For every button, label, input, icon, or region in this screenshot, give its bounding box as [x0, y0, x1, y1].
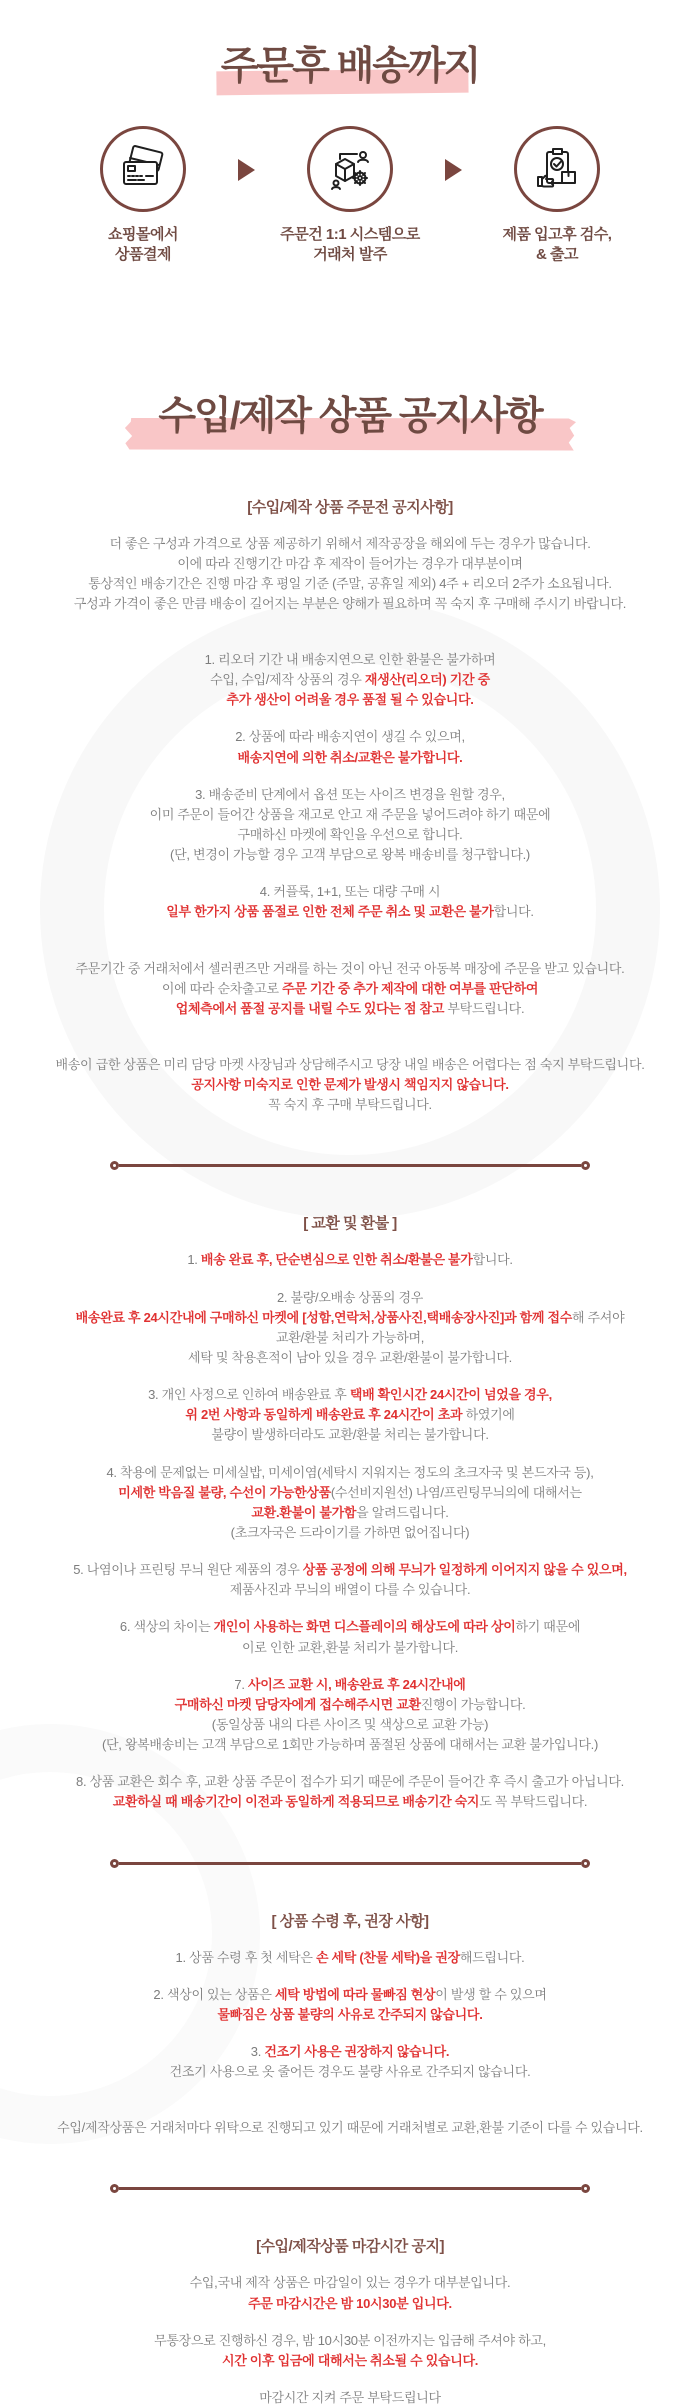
notice-block	[0, 2273, 700, 2313]
notice-text: 4. 착용에 문제없는 미세실밥, 미세이염(세탁시 지워지는 정도의 초크자국 및 본드자국 등),	[106, 1465, 593, 1480]
section-divider	[110, 1161, 590, 1170]
notice-text: (단, 왕복배송비는 고객 부담으로 1회만 가능하며 품절된 상품에 대해서는 교환 불가입니다.)	[102, 1737, 598, 1752]
section-heading-pre-order: [수입/제작 상품 주문전 공지사항]	[0, 496, 700, 517]
step-label-line: 상품결제	[115, 246, 171, 263]
notice-block	[0, 882, 700, 922]
step-label-line: 쇼핑몰에서	[108, 226, 178, 243]
notice-text: 5. 나염이나 프린팅 무늬 원단 제품의 경우	[73, 1562, 303, 1577]
notice-text: 꼭 숙지 후 구매 부탁드립니다.	[268, 1097, 432, 1112]
notice-block	[0, 650, 700, 710]
notice-text: 통상적인 배송기간은 진행 마감 후 평일 기준 (주말, 공휴일 제외) 4주 + 리오더 2주가 소요됩니다.	[88, 576, 612, 591]
step-payment	[50, 126, 236, 266]
step-label	[503, 225, 612, 266]
notice-text: 이로 인한 교환,환불 처리가 불가합니다.	[242, 1640, 458, 1655]
notice-block	[0, 1985, 700, 2025]
section-heading-after-receipt: [ 상품 수령 후, 권장 사항]	[0, 1910, 700, 1931]
notice-block	[0, 1560, 700, 1600]
step-label-line: 주문건 1:1 시스템으로	[280, 226, 419, 243]
notice-text: 합니다.	[473, 1252, 513, 1267]
step-circle	[514, 126, 600, 212]
notice-block	[0, 1463, 700, 1544]
notice-block	[0, 2388, 700, 2408]
notice-text: 2. 불량/오배송 상품의 경우	[277, 1290, 423, 1305]
notice-text: 이미 주문이 들어간 상품을 재고로 안고 재 주문을 넣어드려야 하기 때문에	[150, 807, 551, 822]
notice-block	[0, 727, 700, 767]
notice-text: 1. 리오더 기간 내 배송지연으로 인한 환불은 불가하며	[205, 652, 496, 667]
notice-text: 해드립니다.	[460, 1950, 525, 1965]
notice-block	[0, 1948, 700, 1968]
divider-line	[119, 1164, 581, 1167]
step-inspection-shipping	[464, 126, 650, 266]
notice-text-red: 주문 기간 중 추가 제작에 대한 여부를 판단하여	[282, 981, 538, 996]
notice-text-red: 위 2번 사항과 동일하게 배송완료 후 24시간이 초과	[185, 1407, 465, 1422]
divider-dot	[110, 1161, 119, 1170]
notice-text: 2. 상품에 따라 배송지연이 생길 수 있으며,	[235, 729, 465, 744]
notice-block	[0, 785, 700, 866]
step-label-line: 거래처 발주	[313, 246, 387, 263]
notice-text: 부탁드립니다.	[447, 1001, 524, 1016]
notice-text: 2. 색상이 있는 상품은	[153, 1987, 275, 2002]
notice-text: 마감시간 지켜 주문 부탁드립니다	[259, 2390, 441, 2405]
order-system-icon	[326, 145, 374, 193]
notice-text-red: 배송지연에 의한 취소/교환은 불가합니다.	[238, 750, 463, 765]
notice-text: (단, 변경이 가능할 경우 고객 부담으로 왕복 배송비를 청구합니다.)	[170, 847, 530, 862]
divider-line	[119, 2187, 581, 2190]
notice-text: 수입,국내 제작 상품은 마감일이 있는 경우가 대부분입니다.	[190, 2275, 511, 2290]
notice-block	[0, 959, 700, 1019]
notice-text-red: 주문 마감시간은 밤 10시30분 입니다.	[248, 2296, 452, 2311]
step-circle	[100, 126, 186, 212]
notice-text: 제품사진과 무늬의 배열이 다를 수 있습니다.	[230, 1582, 471, 1597]
notice-text: 이 발생 할 수 있으며	[435, 1987, 546, 2002]
inspect-ship-icon	[533, 145, 581, 193]
notice-block	[0, 1772, 700, 1812]
notice-text-red: 배송 완료 후, 단순변심으로 인한 취소/환불은 불가	[201, 1252, 473, 1267]
notice-block	[0, 1250, 700, 1270]
notice-text: 이에 따라 순차출고로	[162, 981, 282, 996]
notice-text-red: 재생산(리오더) 기간 중	[365, 672, 490, 687]
notice-text-red: 건조기 사용은 권장하지 않습니다.	[264, 2044, 449, 2059]
notice-text-red: 교환하실 때 배송기간이 이전과 동일하게 적용되므로 배송기간 숙지	[113, 1794, 479, 1809]
notice-sections	[0, 496, 700, 2408]
notice-text: 1.	[187, 1252, 201, 1267]
step-label	[108, 225, 178, 266]
notice-block	[0, 2118, 700, 2138]
notice-text: (초크자국은 드라이기를 가하면 없어집니다)	[231, 1525, 470, 1540]
notice-page	[0, 44, 700, 2408]
divider-dot	[110, 1859, 119, 1868]
notice-text: 주문기간 중 거래처에서 셀러퀸즈만 거래를 하는 것이 아닌 전국 아동복 매장에 주문을 받고 있습니다.	[76, 961, 625, 976]
notice-text-red: 일부 한가지 상품 품절로 인한 전체 주문 취소 및 교환은 불가	[166, 904, 493, 919]
notice-text: 구성과 가격이 좋은 만큼 배송이 길어지는 부분은 양해가 필요하며 꼭 숙지 후 구매해 주시기 바랍니다.	[74, 596, 626, 611]
notice-text: 을 알려드립니다.	[356, 1505, 448, 1520]
page-title: 주문후 배송까지	[0, 44, 700, 91]
section-divider	[110, 1859, 590, 1868]
notice-title-wrap	[0, 394, 700, 454]
section-heading-exchange-refund: [ 교환 및 환불 ]	[0, 1212, 700, 1233]
notice-text-red: 배송완료 후 24시간내에 구매하신 마켓에 [성함,연락처,상품사진,택배송장사진]과 함께 접수	[76, 1310, 572, 1325]
notice-text-red: 미세한 박음질 불량, 수선이 가능한상품	[118, 1485, 331, 1500]
notice-text: 진행이 가능합니다.	[421, 1697, 526, 1712]
notice-text-red: 사이즈 교환 시, 배송완료 후 24시간내에	[248, 1677, 466, 1692]
notice-text: 도 꼭 부탁드립니다.	[479, 1794, 587, 1809]
notice-text: 8. 상품 교환은 회수 후, 교환 상품 주문이 접수가 되기 때문에 주문이 들어간 후 즉시 출고가 아닙니다.	[76, 1774, 624, 1789]
notice-text: 더 좋은 구성과 가격으로 상품 제공하기 위해서 제작공장을 해외에 두는 경우가 많습니다.	[109, 536, 590, 551]
step-order-system	[257, 126, 443, 266]
notice-text: 하기 때문에	[515, 1619, 580, 1634]
step-label-line: 제품 입고후 검수,	[503, 226, 612, 243]
notice-text-red: 업체측에서 품절 공지를 내릴 수도 있다는 점 참고	[176, 1001, 448, 1016]
notice-text: 구매하신 마켓에 확인을 우선으로 합니다.	[238, 827, 463, 842]
notice-text-red: 손 세탁 (찬물 세탁)을 권장	[316, 1950, 460, 1965]
notice-text: 3.	[251, 2044, 265, 2059]
step-circle	[307, 126, 393, 212]
notice-block	[0, 1288, 700, 1369]
section-divider	[110, 2184, 590, 2193]
divider-line	[119, 1862, 581, 1865]
section-heading-deadline: [수입/제작상품 마감시간 공지]	[0, 2235, 700, 2256]
notice-text: 1. 상품 수령 후 첫 세탁은	[176, 1950, 316, 1965]
notice-text: 불량이 발생하더라도 교환/환불 처리는 불가합니다.	[211, 1427, 488, 1442]
notice-text-red: 상품 공정에 의해 무늬가 일정하게 이어지지 않을 수 있으며,	[303, 1562, 627, 1577]
divider-dot	[110, 2184, 119, 2193]
notice-text-red: 교환.환불이 불가함	[251, 1505, 356, 1520]
notice-text: 6. 색상의 차이는	[120, 1619, 214, 1634]
divider-dot	[581, 2184, 590, 2193]
hero-title-wrap	[0, 44, 700, 100]
notice-text: (동일상품 내의 다른 사이즈 및 색상으로 교환 가능)	[212, 1717, 488, 1732]
step-label-line: & 출고	[536, 246, 578, 263]
order-process-steps	[0, 126, 700, 266]
notice-text-red: 추가 생산이 어려울 경우 품절 될 수 있습니다.	[226, 692, 473, 707]
notice-text-red: 물빠짐은 상품 불량의 사유로 간주되지 않습니다.	[217, 2007, 482, 2022]
arrow-right-icon	[238, 159, 255, 181]
notice-block	[0, 1675, 700, 1756]
divider-dot	[581, 1161, 590, 1170]
notice-text: 합니다.	[494, 904, 534, 919]
notice-block	[0, 1617, 700, 1657]
notice-text: 무통장으로 진행하신 경우, 밤 10시30분 이전까지는 입금해 주셔야 하고,	[154, 2333, 546, 2348]
notice-text-red: 세탁 방법에 따라 물빠짐 현상	[275, 1987, 435, 2002]
notice-text: (수선비지원선) 나염/프린팅무늬의에 대해서는	[331, 1485, 582, 1500]
notice-text: 건조기 사용으로 옷 줄어든 경우도 불량 사유로 간주되지 않습니다.	[170, 2064, 531, 2079]
notice-text: 3. 배송준비 단계에서 옵션 또는 사이즈 변경을 원할 경우,	[195, 787, 505, 802]
notice-text: 세탁 및 착용흔적이 남아 있을 경우 교환/환불이 불가합니다.	[188, 1350, 512, 1365]
notice-text: 3. 개인 사정으로 인하여 배송완료 후	[148, 1387, 350, 1402]
credit-card-icon	[119, 145, 167, 193]
notice-text-red: 공지사항 미숙지로 인한 문제가 발생시 책임지지 않습니다.	[191, 1077, 508, 1092]
notice-block	[0, 1385, 700, 1445]
notice-block	[0, 1055, 700, 1115]
notice-text: 7.	[234, 1677, 248, 1692]
notice-text: 교환/환불 처리가 가능하며,	[276, 1330, 424, 1345]
notice-text-red: 구매하신 마켓 담당자에게 접수해주시면 교환	[175, 1697, 421, 1712]
notice-text: 이에 따라 진행기간 마감 후 제작이 들어가는 경우가 대부분이며	[177, 556, 522, 571]
notice-text: 배송이 급한 상품은 미리 담당 마켓 사장님과 상담해주시고 당장 내일 배송은 어렵다는 점 숙지 부탁드립니다.	[55, 1057, 644, 1072]
notice-text-red: 택배 확인시간 24시간이 넘었을 경우,	[350, 1387, 552, 1402]
step-label	[280, 225, 419, 266]
arrow-right-icon	[445, 159, 462, 181]
notice-text: 수입, 수입/제작 상품의 경우	[210, 672, 365, 687]
notice-text: 하였기에	[466, 1407, 515, 1422]
notice-text: 4. 커플룩, 1+1, 또는 대량 구매 시	[260, 884, 440, 899]
divider-dot	[581, 1859, 590, 1868]
notice-text: 해 주셔야	[572, 1310, 624, 1325]
notice-block	[0, 534, 700, 615]
notice-text-red: 시간 이후 입금에 대해서는 취소될 수 있습니다.	[222, 2353, 478, 2368]
notice-text: 수입/제작상품은 거래처마다 위탁으로 진행되고 있기 때문에 거래처별로 교환,환불 기준이 다를 수 있습니다.	[57, 2120, 643, 2135]
notice-block	[0, 2042, 700, 2082]
notice-title: 수입/제작 상품 공지사항	[0, 394, 700, 441]
notice-text-red: 개인이 사용하는 화면 디스플레이의 해상도에 따라 상이	[214, 1619, 516, 1634]
notice-block	[0, 2331, 700, 2371]
